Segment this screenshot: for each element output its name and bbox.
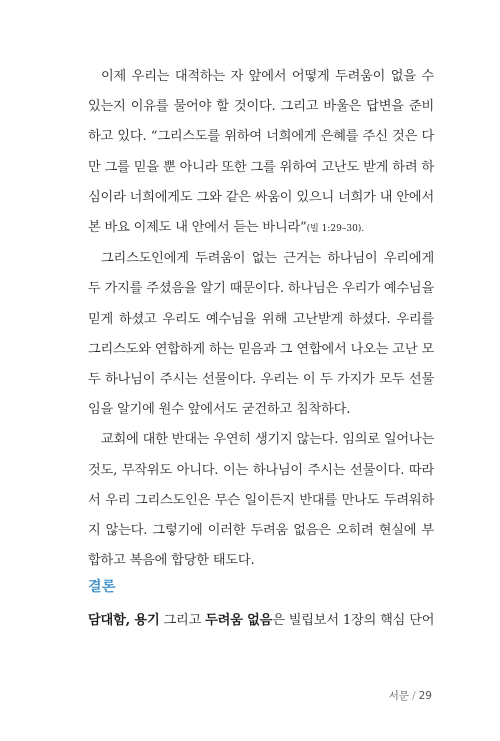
section-heading: 결론 [88, 579, 117, 595]
keyword-separator: , [125, 613, 135, 628]
paragraph-2: 그리스도인에게 두려움이 없는 근거는 하나님이 우리에게 두 가지를 주셨음을 알기 때문이다. 하나님은 우리가 예수님을 믿게 하셨고 우리도 예수님을 위해 고난받게 하셨다. 우리를 그리스도와 연합하게 하는 믿음과 그 연합에서 나오는 고난 모두 하나님이 주시는 선물이다. 우리는 이 두 가지가 모두 선물임을 알기에 원수 앞에서도 굳건하고 침착하다. [88, 251, 434, 418]
conclusion-connector: 그리고 [159, 613, 206, 628]
footer-separator: / [412, 690, 416, 702]
page-footer [389, 688, 432, 703]
footer-section-name: 서문 [388, 690, 410, 702]
conclusion-rest: 은 빌립보서 1장의 핵심 단어 [272, 613, 435, 628]
conclusion-text [88, 606, 434, 636]
keyword-fearlessness: 두려움 없음 [205, 613, 273, 628]
paragraph-1-text: 이제 우리는 대적하는 자 앞에서 어떻게 두려움이 없을 수 있는지 이유를 물어야 할 것이다. 그리고 바울은 답변을 준비하고 있다. “그리스도를 위하여 너희에게 은혜를 주신 것은 다만 그를 믿을 뿐 아니라 또한 그를 위하여 고난도 받게 하려 하심이라 너희에게도 그와 같은 싸움이 있으니 너희가 내 안에서 본 바요 이제도 내 안에서 듣는 바니라” [88, 69, 434, 236]
paragraph-1 [88, 62, 434, 244]
body-text [88, 62, 434, 576]
paragraph-3: 교회에 대한 반대는 우연히 생기지 않는다. 임의로 일어나는 것도, 무작위도 아니다. 이는 하나님이 주시는 선물이다. 따라서 우리 그리스도인은 무슨 일이든지 반대를 만나도 두려워하지 않는다. 그렇기에 이러한 두려움 없음은 오히려 현실에 부합하고 복음에 합당한 태도다. [88, 432, 434, 569]
keyword-boldness: 담대함 [88, 613, 126, 628]
page-number: 29 [418, 690, 432, 702]
keyword-courage: 용기 [134, 613, 160, 628]
scripture-citation: (빌 1:29–30). [306, 224, 365, 235]
